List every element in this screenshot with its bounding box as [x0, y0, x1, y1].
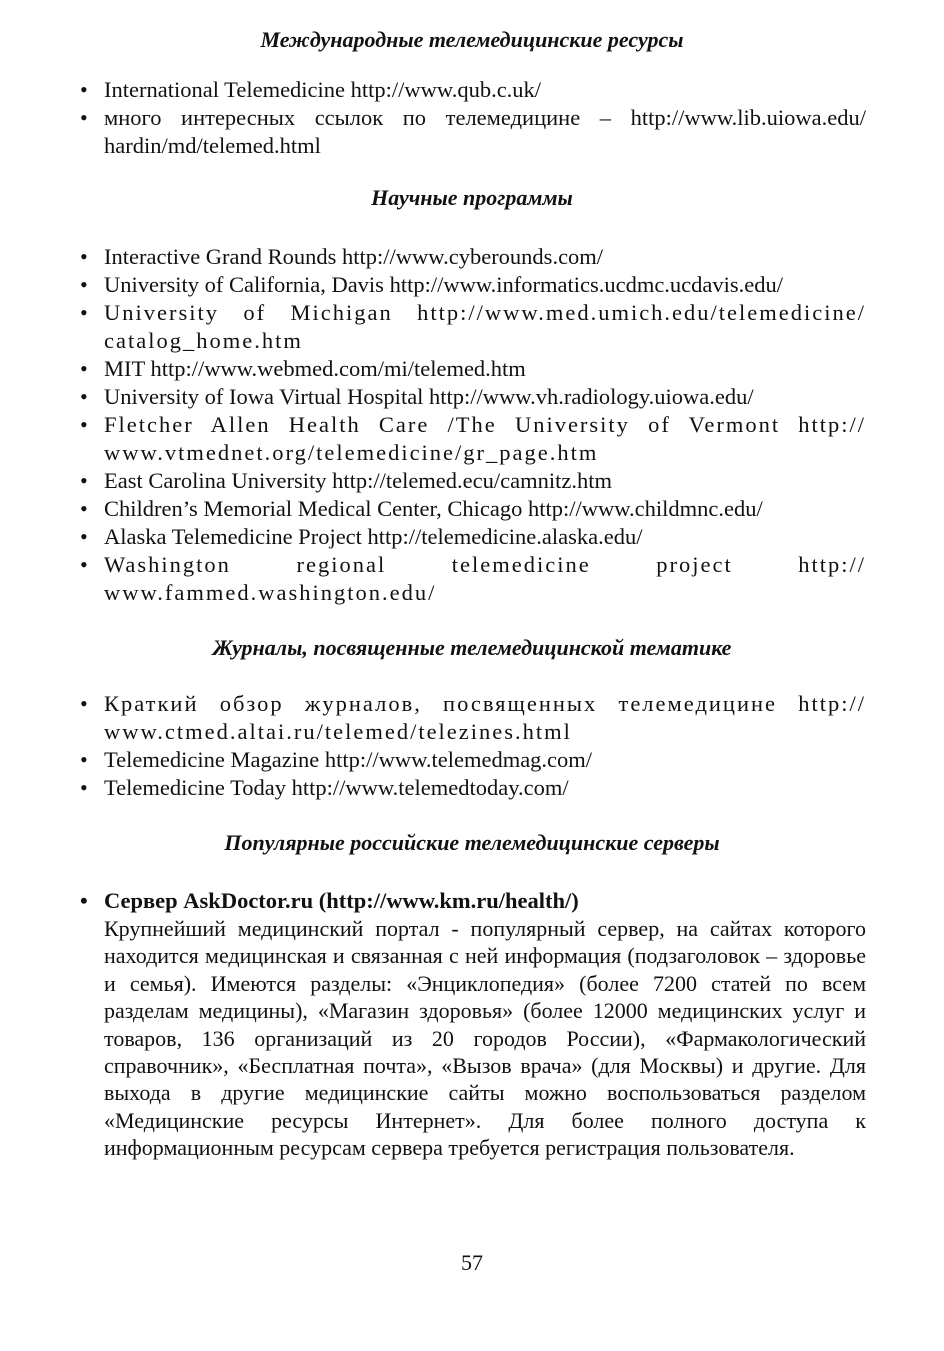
list-item-text: Fletcher Allen Health Care /The University of Vermont http:// www.vtmednet.org/telemedicine/gr_page.htm	[104, 412, 866, 465]
bullet-icon: •	[80, 356, 88, 381]
bullet-icon: •	[80, 412, 90, 437]
list-item	[78, 467, 866, 495]
bullet-icon: •	[80, 300, 90, 325]
bullet-icon: •	[80, 552, 90, 577]
list-international	[78, 76, 866, 160]
list-item-text: Telemedicine Magazine http://www.telemedmag.com/	[104, 747, 593, 772]
list-science	[78, 243, 866, 607]
list-item	[78, 551, 866, 607]
list-item	[78, 746, 866, 774]
list-item	[78, 76, 866, 104]
list-item	[78, 104, 866, 160]
list-item-text: University of California, Davis http://www.informatics.ucdmc.ucdavis.edu/	[104, 272, 784, 297]
list-item	[78, 271, 866, 299]
bullet-icon: •	[80, 105, 88, 130]
section-heading-science: Научные программы	[371, 185, 573, 210]
list-item	[78, 774, 866, 802]
list-item-text: Washington regional telemedicine project http:// www.fammed.washington.edu/	[104, 552, 866, 605]
server-description: Крупнейший медицинский портал - популярный сервер, на сайтах которого находится медицинская и связанная с ней информация (подзаголовок – здоровье и семья). Имеются разделы: «Энциклопедия» (более 7200 статей по всем разделам медицины), «Магазин здоровья» (более 12000 медицинских услуг и товаров, 136 организаций из 20 городов России), «Фармакологический справочник», «Бесплатная почта», «Вызов врача» (для Москвы) и другие. Для выхода в другие медицинские сайты можно воспользоваться разделом «Медицинские ресурсы Интернет». Для более полного доступа к информационным ресурсам сервера требуется регистрация пользователя.	[104, 916, 866, 1161]
server-title	[78, 887, 866, 915]
list-item	[78, 299, 866, 355]
section-heading-journals: Журналы, посвященные телемедицинской тематике	[212, 635, 732, 660]
list-item-text: Краткий обзор журналов, посвященных телемедицине http:// www.ctmed.altai.ru/telemed/telezines.html	[104, 691, 866, 744]
list-item	[78, 243, 866, 271]
section-heading-russian: Популярные российские телемедицинские серверы	[224, 830, 720, 855]
list-item-text: International Telemedicine http://www.qub.c.uk/	[104, 77, 542, 102]
list-item	[78, 383, 866, 411]
bullet-icon: •	[80, 272, 88, 297]
bullet-icon: •	[80, 747, 88, 772]
list-journals	[78, 690, 866, 802]
list-item	[78, 355, 866, 383]
list-item-text: Alaska Telemedicine Project http://telemedicine.alaska.edu/	[104, 524, 643, 549]
list-item-text: много интересных ссылок по телемедицине – http://www.lib.uiowa.edu/ hardin/md/telemed.html	[104, 105, 866, 158]
document-page	[78, 26, 866, 1162]
list-item-text: University of Iowa Virtual Hospital http://www.vh.radiology.uiowa.edu/	[104, 384, 754, 409]
list-item	[78, 411, 866, 467]
page-number: 57	[461, 1250, 483, 1275]
list-item-text: East Carolina University http://telemed.ecu/camnitz.htm	[104, 468, 612, 493]
section-heading-international: Международные телемедицинские ресурсы	[260, 27, 684, 52]
list-item-text: Children’s Memorial Medical Center, Chicago http://www.childmnc.edu/	[104, 496, 763, 521]
list-item-text: Telemedicine Today http://www.telemedtoday.com/	[104, 775, 569, 800]
bullet-icon: •	[80, 468, 88, 493]
server-title-text: Сервер AskDoctor.ru (http://www.km.ru/health/)	[104, 888, 579, 913]
bullet-icon: •	[80, 691, 90, 716]
bullet-icon: •	[80, 384, 88, 409]
bullet-icon: •	[80, 888, 88, 913]
bullet-icon: •	[80, 524, 88, 549]
list-item-text: MIT http://www.webmed.com/mi/telemed.htm	[104, 356, 526, 381]
list-item	[78, 690, 866, 746]
bullet-icon: •	[80, 244, 88, 269]
bullet-icon: •	[80, 496, 88, 521]
list-item	[78, 495, 866, 523]
bullet-icon: •	[80, 77, 88, 102]
list-item	[78, 523, 866, 551]
list-item-text: University of Michigan http://www.med.umich.edu/telemedicine/ catalog_home.htm	[104, 300, 866, 353]
list-item-text: Interactive Grand Rounds http://www.cyberounds.com/	[104, 244, 604, 269]
bullet-icon: •	[80, 775, 88, 800]
